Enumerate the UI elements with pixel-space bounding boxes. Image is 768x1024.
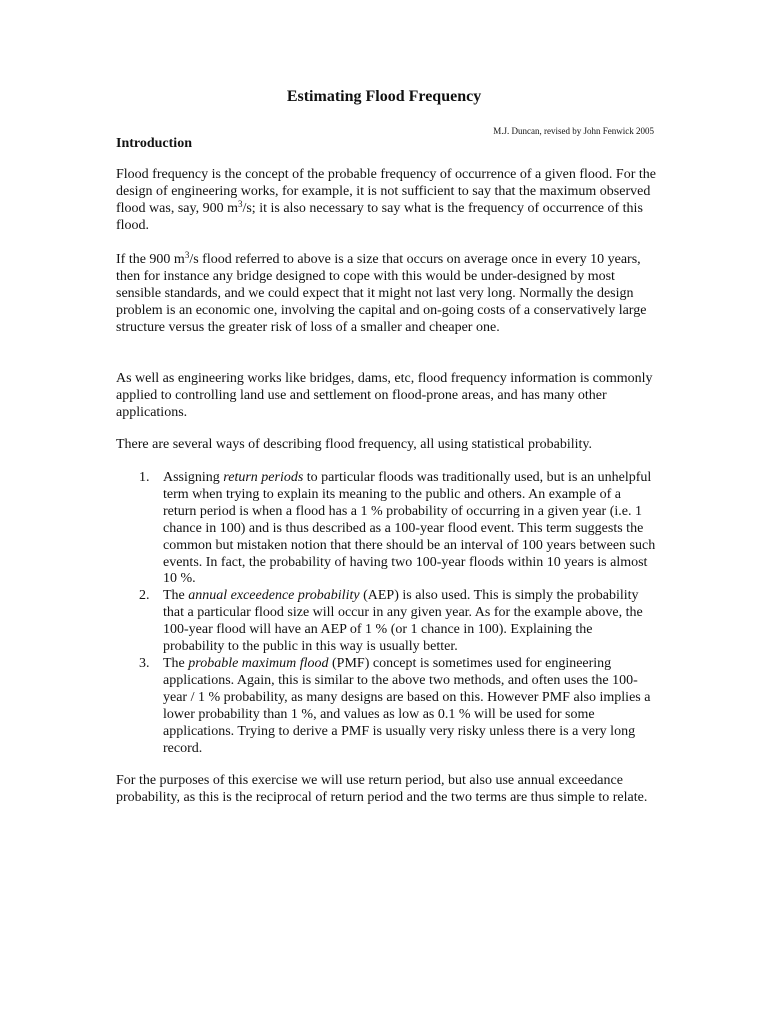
superscript: 3 — [237, 198, 243, 209]
paragraph-text: /s flood referred to above is a size that occurs on average once in every 10 years, then for instance any bridge designed to cope with this would be under-designed by most sensible standards, and we could expect that it might not last very long. Normally the design problem is an economic one, involving the capital and on-going costs of a conservatively large structure versus the greater risk of loss of a smaller and cheaper one. — [116, 252, 647, 335]
paragraph-exercise-purpose: For the purposes of this exercise we will use return period, but also use annual exceedance probability, as this is the reciprocal of return period and the two terms are thus simple to relate. — [116, 773, 648, 805]
paragraph-text: If the 900 m — [116, 252, 185, 267]
list-item-aep — [116, 588, 656, 656]
list-number: 1. — [139, 470, 150, 485]
list-text: (AEP) is also used. This is simply the probability that a particular flood size will occur in any given year. As for the example above, the 100-year flood will have an AEP of 1 % (or 1 chance in 100). Explaining the probability to the public in this way is usually better. — [163, 588, 643, 655]
section-heading: Introduction — [116, 136, 192, 151]
list-term: return periods — [223, 470, 304, 485]
list-text: Assigning — [163, 470, 224, 485]
list-number: 3. — [139, 655, 150, 671]
paragraph-applications: As well as engineering works like bridges, dams, etc, flood frequency information is commonly applied to controlling land use and settlement on flood-prone areas, and has many other applications. — [116, 371, 653, 420]
list-number: 2. — [139, 588, 150, 604]
list-text: (PMF) concept is sometimes used for engineering applications. Again, this is similar to the above two methods, and often uses the 100-year / 1 % probability, as many designs are based on this. However PMF also implies a lower probability than 1 %, and values as low as 0.1 % will be used for some applications. Trying to derive a PMF is usually very risky unless there is a very long record. — [163, 655, 651, 756]
author-line: M.J. Duncan, revised by John Fenwick 2005 — [493, 126, 654, 136]
list-text: The — [163, 655, 189, 671]
list-term: probable maximum flood — [188, 655, 329, 671]
paragraph-flood-frequency-concept — [116, 167, 656, 235]
paragraph-text: Flood frequency is the concept of the probable frequency of occurrence of a given flood. For the design of engineering works, for example, it is not sufficient to say that the maximum observed flood was, say, 900 m — [116, 167, 656, 216]
list-text: The — [163, 588, 189, 604]
paragraph-design-example — [116, 252, 656, 337]
document-title: Estimating Flood Frequency — [286, 88, 482, 105]
numbered-list — [116, 470, 656, 757]
paragraph-text: /s; it is also necessary to say what is the frequency of occurrence of this flood. — [116, 200, 643, 233]
list-item-return-periods — [116, 470, 656, 588]
list-item-pmf — [116, 656, 656, 757]
list-term: annual exceedence probability — [188, 588, 360, 604]
paragraph-ways-of-describing: There are several ways of describing flood frequency, all using statistical probability. — [116, 437, 592, 452]
superscript: 3 — [184, 250, 190, 260]
list-text: to particular floods was traditionally used, but is an unhelpful term when trying to explain its meaning to the public and others. An example of a return period is when a flood has a 1 % probability of occurring in a given year (i.e. 1 chance in 100) and is thus described as a 100-year flood event. This term suggests the common but mistaken notion that there should be an interval of 100 years between such events. In fact, the probability of having two 100-year floods within 10 years is almost 10 %. — [163, 470, 656, 587]
